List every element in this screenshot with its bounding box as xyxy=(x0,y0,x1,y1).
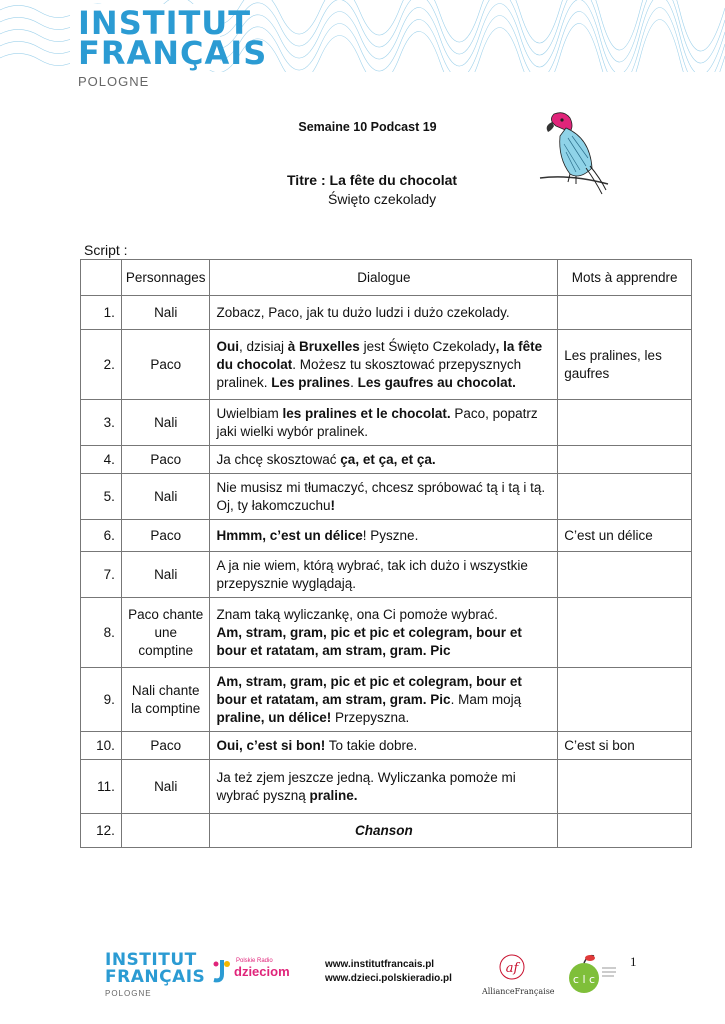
row-character: Paco xyxy=(121,330,210,400)
script-label: Script : xyxy=(84,242,128,258)
dialogue-bold: Am, stram, gram, pic et pic et colegram, bour et bour et ratatam, am stram, gram. Pic xyxy=(216,624,522,658)
row-dialogue xyxy=(210,446,558,474)
table-row xyxy=(81,732,692,760)
document-title: Titre : La fête du chocolat xyxy=(287,172,458,188)
row-character: Paco xyxy=(121,520,210,552)
row-character xyxy=(121,814,210,848)
dialogue-bold: ! xyxy=(330,497,336,513)
row-number: 9. xyxy=(81,668,122,732)
dialogue-text: Przepyszna. xyxy=(331,709,410,725)
alliance-francaise-text: AllianceFrançaise xyxy=(482,987,555,996)
dialogue-bold: praline, un délice! xyxy=(216,709,332,725)
row-mots xyxy=(558,760,692,814)
dialogue-text: Zobacz, Paco, jak tu dużo ludzi i dużo czekolady. xyxy=(216,304,510,320)
row-dialogue xyxy=(210,814,558,848)
row-dialogue xyxy=(210,668,558,732)
row-mots: Les pralines, les gaufres xyxy=(558,330,692,400)
row-number: 10. xyxy=(81,732,122,760)
row-mots xyxy=(558,598,692,668)
row-character: Nali xyxy=(121,552,210,598)
row-mots: C’est si bon xyxy=(558,732,692,760)
row-dialogue xyxy=(210,474,558,520)
row-number: 3. xyxy=(81,400,122,446)
dzieciom-small-text: Polskie Radio xyxy=(236,958,273,964)
table-row xyxy=(81,760,692,814)
table-row xyxy=(81,814,692,848)
header-dialogue: Dialogue xyxy=(210,260,558,296)
table-row xyxy=(81,474,692,520)
row-mots xyxy=(558,552,692,598)
row-number: 5. xyxy=(81,474,122,520)
dialogue-text: Paco, popatrz jaki wielki wybór pralinek. xyxy=(216,405,538,439)
footer-logo-line-2: FRANÇAIS xyxy=(105,967,206,987)
table-header-row xyxy=(81,260,692,296)
header-mots: Mots à apprendre xyxy=(558,260,692,296)
row-dialogue xyxy=(210,400,558,446)
dialogue-bold: Les gaufres au chocolat. xyxy=(357,374,516,390)
footer-logo-line-3: POLOGNE xyxy=(105,989,152,998)
row-number: 6. xyxy=(81,520,122,552)
alliance-francaise-logo xyxy=(482,954,555,996)
row-dialogue xyxy=(210,296,558,330)
clc-logo xyxy=(568,950,618,998)
row-number: 11. xyxy=(81,760,122,814)
row-mots xyxy=(558,400,692,446)
dialogue-text: , dzisiaj xyxy=(238,338,288,354)
table-row xyxy=(81,668,692,732)
table-row xyxy=(81,296,692,330)
row-mots xyxy=(558,668,692,732)
dialogue-bold: Am, stram, gram, pic et pic et colegram, bour et bour et ratatam, am stram, gram. Pic xyxy=(216,673,522,707)
footer-logo-line-1: INSTITUT xyxy=(105,950,197,970)
dialogue-bold: Oui, c’est si bon! xyxy=(216,737,326,753)
row-dialogue xyxy=(210,520,558,552)
dialogue-text: Nie musisz mi tłumaczyć, chcesz spróbować tą i tą i tą. Oj, ty łakomczuchu xyxy=(216,479,546,513)
table-row xyxy=(81,598,692,668)
row-number: 2. xyxy=(81,330,122,400)
row-dialogue xyxy=(210,552,558,598)
dialogue-bold: ça, et ça, et ça. xyxy=(340,451,436,467)
row-number: 7. xyxy=(81,552,122,598)
footer xyxy=(0,940,725,1010)
institut-francais-logo xyxy=(78,4,268,89)
logo-line-3: POLOGNE xyxy=(78,74,150,89)
header-personnages: Personnages xyxy=(121,260,210,296)
page-number: 1 xyxy=(630,954,637,969)
row-character: Nali xyxy=(121,296,210,330)
row-mots xyxy=(558,474,692,520)
row-dialogue xyxy=(210,760,558,814)
dialogue-text: Ja chcę skosztować xyxy=(216,451,341,467)
dialogue-text: Znam taką wyliczankę, ona Ci pomoże wybrać. xyxy=(216,606,498,622)
dialogue-bold: , la fête du chocolat xyxy=(216,338,543,372)
clc-letters: c l c xyxy=(572,973,596,986)
dialogue-bold: Les pralines xyxy=(271,374,351,390)
url-polskieradio[interactable]: www.dzieci.polskieradio.pl xyxy=(325,973,452,984)
dialogue-text: A ja nie wiem, którą wybrać, tak ich dużo i wszystkie przepysznie wyglądają. xyxy=(216,557,528,591)
table-row xyxy=(81,400,692,446)
header-number xyxy=(81,260,122,296)
week-label: Semaine 10 Podcast 19 xyxy=(298,120,437,134)
dialogue-text: Uwielbiam xyxy=(216,405,283,421)
row-number: 8. xyxy=(81,598,122,668)
row-number: 1. xyxy=(81,296,122,330)
logo-line-1: INSTITUT xyxy=(78,4,252,42)
row-character: Paco xyxy=(121,446,210,474)
dialogue-text: . xyxy=(350,374,358,390)
row-character: Paco xyxy=(121,732,210,760)
row-dialogue xyxy=(210,598,558,668)
table-row xyxy=(81,552,692,598)
table-row xyxy=(81,520,692,552)
dialogue-text: . Mam moją xyxy=(450,691,522,707)
row-dialogue xyxy=(210,732,558,760)
script-table xyxy=(80,259,692,848)
url-institut[interactable]: www.institutfrancais.pl xyxy=(325,959,435,970)
dialogue-bold: praline. xyxy=(309,787,358,803)
row-mots xyxy=(558,814,692,848)
dialogue-bold: à Bruxelles xyxy=(287,338,360,354)
dzieciom-mark-icon xyxy=(210,958,232,984)
row-dialogue xyxy=(210,330,558,400)
row-character: Nali xyxy=(121,760,210,814)
apple-clc-icon xyxy=(568,950,618,998)
row-number: 12. xyxy=(81,814,122,848)
table-row xyxy=(81,330,692,400)
dialogue-text: jest Święto Czekolady xyxy=(359,338,496,354)
parrot-illustration xyxy=(530,108,610,198)
footer-institut-logo xyxy=(105,952,205,998)
dialogue-text: ! Pyszne. xyxy=(362,527,419,543)
dzieciom-text: dzieciom xyxy=(234,964,290,979)
dialogue-bold: Oui xyxy=(216,338,239,354)
row-character: Nali xyxy=(121,400,210,446)
dialogue-bold: les pralines et le chocolat. xyxy=(282,405,451,421)
row-character: Nali xyxy=(121,474,210,520)
row-character: Paco chante une comptine xyxy=(121,598,210,668)
dialogue-text: To takie dobre. xyxy=(325,737,418,753)
logo-line-2: FRANÇAIS xyxy=(78,34,268,72)
table-row xyxy=(81,446,692,474)
row-number: 4. xyxy=(81,446,122,474)
dialogue-text: . Możesz tu skosztować przepysznych pralinek. xyxy=(216,356,522,390)
chanson-label: Chanson xyxy=(354,822,413,838)
row-mots: C’est un délice xyxy=(558,520,692,552)
af-mark: af xyxy=(505,961,519,976)
dialogue-bold: Hmmm, c’est un délice xyxy=(216,527,363,543)
row-mots xyxy=(558,446,692,474)
dialogue-text: Ja też zjem jeszcze jedną. Wyliczanka pomoże mi wybrać pyszną xyxy=(216,769,516,803)
header-band xyxy=(0,0,725,89)
document-title-polish: Święto czekolady xyxy=(328,191,437,207)
alliance-francaise-mark-icon xyxy=(497,954,527,980)
row-mots xyxy=(558,296,692,330)
row-character: Nali chante la comptine xyxy=(121,668,210,732)
footer-urls xyxy=(325,958,452,986)
